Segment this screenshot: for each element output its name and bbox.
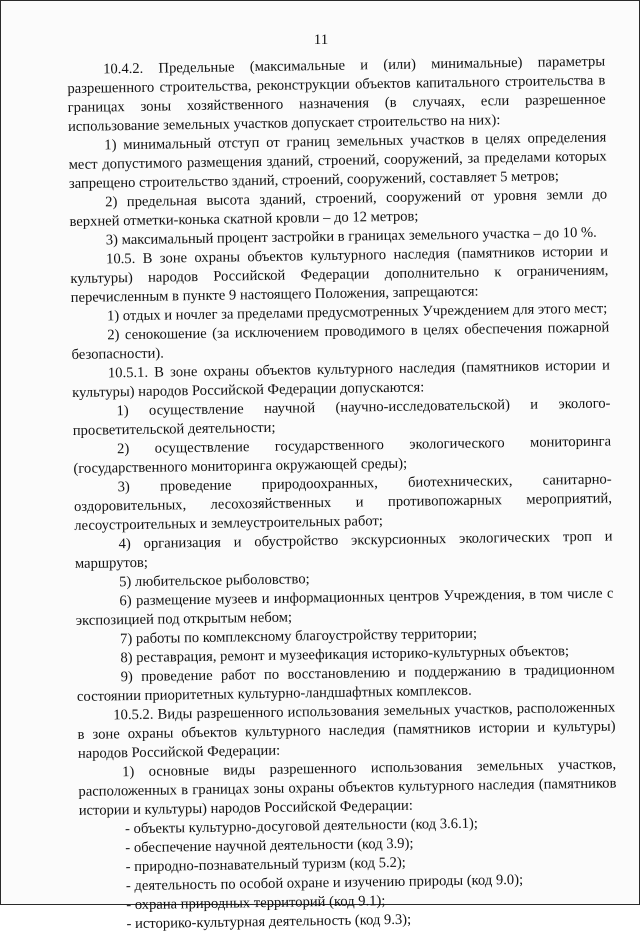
paragraph-allowed-8: 8) реставрация, ремонт и музеефикация историко-культурных объектов; (120, 643, 570, 667)
paragraph-allowed-7: 7) работы по комплексному благоустройству территории; (119, 625, 478, 648)
list-item: - деятельность по особой охране и изучению природы (код 9.0); (125, 871, 524, 895)
paragraph-main-uses: 1) основные виды разрешенного использования земельных участков, расположенных в границах зоны охраны объектов культурного наследия (памятников истории и культуры) народов Российской Федерации: (78, 756, 617, 819)
paragraph-max-height: 2) предельная высота зданий, строений, сооружений от уровня земли до верхней отметки-конька скатной кровли – до 12 метров; (69, 186, 608, 230)
paragraph-10-5: 10.5. В зоне охраны объектов культурного наследия (памятников истории и культуры) народов Российской Федерации дополнительно к ограничениям, перечисленным в пункте 9 настоящего Положения, запрещаются: (70, 243, 609, 306)
paragraph-allowed-1: 1) осуществление научной (научно-исследовательской) и эколого-просветительской деятельности; (72, 395, 611, 439)
list-item: - охрана природных территорий (код 9.1); (126, 893, 386, 914)
list-item: - природно-познавательный туризм (код 5.2); (125, 854, 406, 876)
paragraph-allowed-5: 5) любительское рыболовство; (119, 571, 310, 591)
paragraph-10-5-2: 10.5.2. Виды разрешенного использования земельных участков, расположенных в зоне охраны объектов культурного наследия (памятников истории и культуры) народов Российской Федерации: (77, 699, 616, 762)
list-item: - историко-культурная деятельность (код 9.3); (126, 911, 412, 933)
paragraph-allowed-3: 3) проведение природоохранных, биотехнических, санитарно-оздоровительных, лесохозяйственных и противопожарных мероприятий, лесоустроительных и землеустроительных работ; (73, 471, 613, 534)
paragraph-allowed-9: 9) проведение работ по восстановлению и поддержанию в традиционном состоянии приоритетных культурно-ландшафтных комплексов. (76, 661, 615, 705)
list-item: - обеспечение научной деятельности (код 3.9); (125, 835, 414, 857)
paragraph-allowed-6: 6) размещение музеев и информационных центров Учреждения, в том числе с экспозицией под открытым небом; (75, 585, 614, 629)
list-item: - объекты культурно-досуговой деятельности (код 3.6.1); (124, 815, 479, 838)
paragraph-setback: 1) минимальный отступ от границ земельных участков в целях определения мест допустимого размещения зданий, строений, сооружений, за пределами которых запрещено строительство зданий, строений, сооружений, составляет 5 метров; (68, 129, 607, 192)
paragraph-allowed-4: 4) организация и обустройство экскурсионных экологических троп и маршрутов; (74, 528, 613, 572)
paragraph-prohibited-haymaking: 2) сенокошение (за исключением проводимого в целях обеспечения пожарной безопасности). (71, 319, 610, 363)
page-number: 11 (313, 32, 329, 48)
document-body (67, 53, 619, 935)
paragraph-10-5-1: 10.5.1. В зоне охраны объектов культурного наследия (памятников истории и культуры) народов Российской Федерации допускаются: (72, 357, 610, 401)
paragraph-10-4-2: 10.4.2. Предельные (максимальные и (или) минимальные) параметры разрешенного строительства, реконструкции объектов капитального строительства в границах зоны хозяйственного назначения (в случаях, если разрешенное использование земельных участков допускает строительство на них): (67, 53, 606, 135)
paragraph-prohibited-rest: 1) отдых и ночлег за пределами предусмотренных Учреждением для этого мест; (106, 300, 608, 325)
paragraph-allowed-2: 2) осуществление государственного экологического мониторинга (государственного мониторинга окружающей среды); (73, 433, 612, 477)
paragraph-max-coverage: 3) максимальный процент застройки в границах земельного участка – до 10 %. (105, 224, 597, 249)
